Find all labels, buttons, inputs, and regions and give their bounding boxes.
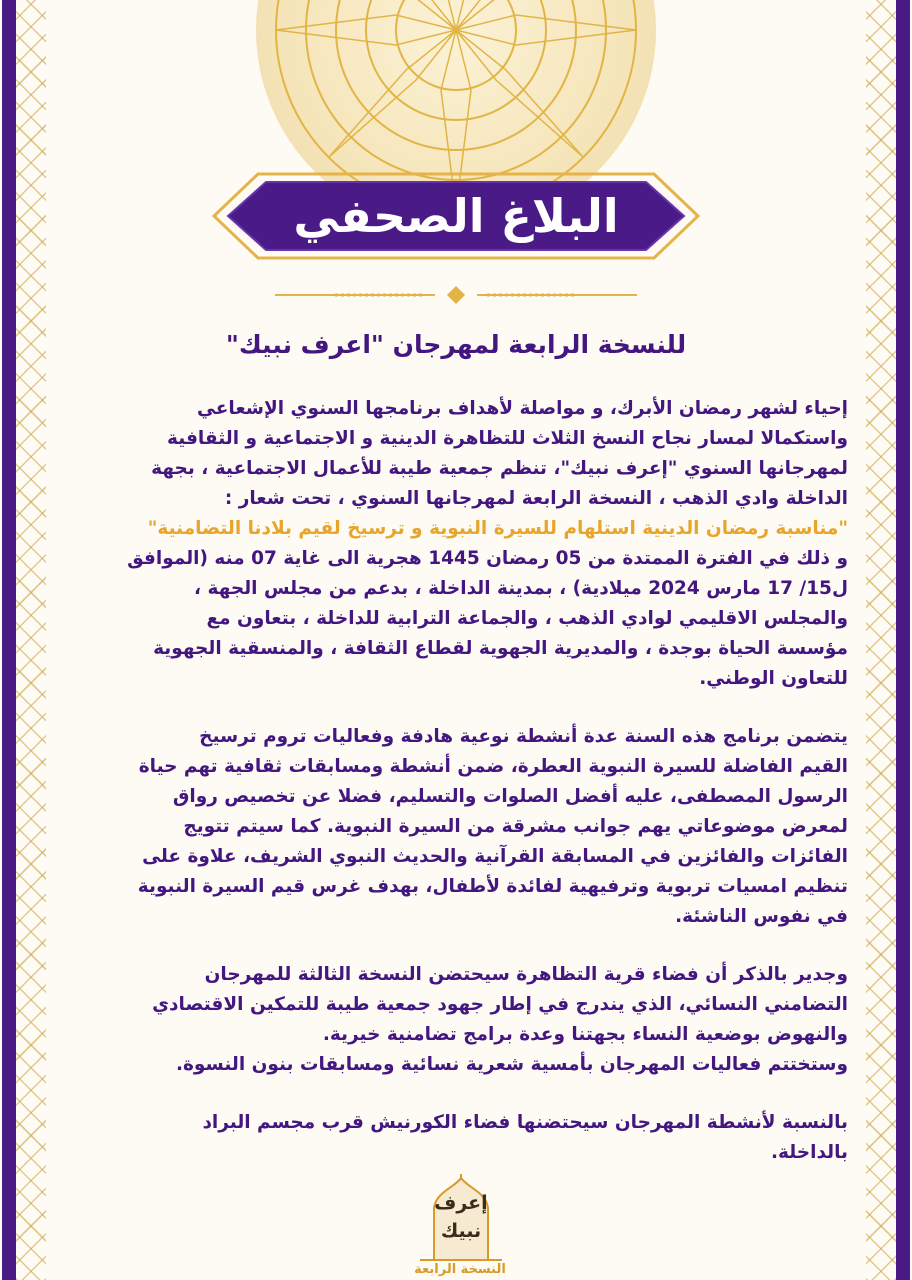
paragraph-venue (64, 1108, 848, 1168)
paragraph-program (64, 722, 848, 932)
text-line: لمعرض موضوعاتي يهم جوانب مشرقة من السيرة النبوية. كما سيتم تتويج (183, 816, 848, 837)
text-line: الداخلة وادي الذهب ، النسخة الرابعة لمهرجانها السنوي ، تحت شعار : (224, 488, 848, 509)
frame-lattice-left (16, 0, 46, 1280)
text-line: والمجلس الاقليمي لوادي الذهب ، والجماعة الترابية للداخلة ، بتعاون مع (206, 608, 848, 629)
text-line: تنظيم امسيات تربوية وترفيهية لفائدة لأطفال، بهدف غرس قيم السيرة النبوية (137, 876, 848, 897)
text-line: مؤسسة الحياة بوجدة ، والمديرية الجهوية لقطاع الثقافة ، والمنسقية الجهوية (153, 638, 848, 659)
logo-text-line1: إعرف (434, 1192, 488, 1214)
paragraph-women-festival (64, 960, 848, 1080)
text-line: ل15/ 17 مارس 2024 ميلادية) ، بمدينة الداخلة ، بدعم من مجلس الجهة ، (194, 578, 848, 599)
frame-lattice-right (866, 0, 896, 1280)
text-line: وستختتم فعاليات المهرجان بأمسية شعرية نسائية ومسابقات بنون النسوة. (175, 1054, 848, 1075)
paragraph-intro (64, 394, 848, 694)
text-line: والنهوض بوضعية النساء بجهتنا وعدة برامج تضامنية خيرية. (322, 1024, 848, 1045)
logo-text-line2: نبيك (440, 1220, 482, 1242)
text-line: يتضمن برنامج هذه السنة عدة أنشطة نوعية هادفة وفعاليات تروم ترسيخ (199, 726, 848, 747)
text-line: القيم الفاضلة للسيرة النبوية العطرة، ضمن أنشطة ومسابقات ثقافية تهم حياة (138, 756, 848, 777)
text-line: وجدير بالذكر أن فضاء قرية التظاهرة سيحتضن النسخة الثالثة للمهرجان (204, 964, 848, 985)
text-line: الفائزات والفائزين في المسابقة القرآنية والحديث النبوي الشريف، علاوة على (142, 846, 848, 867)
text-line: بالداخلة. (771, 1142, 848, 1163)
banner-title: البلاغ الصحفي (293, 189, 619, 243)
text-line: و ذلك في الفترة الممتدة من 05 رمضان 1445 هجرية الى غاية 07 منه (الموافق (127, 548, 848, 569)
text-line: الرسول المصطفى، عليه أفضل الصلوات والتسليم، فضلا عن تخصيص رواق (172, 786, 848, 807)
slogan-highlight: "مناسبة رمضان الدينية استلهام للسيرة النبوية و ترسيخ لقيم بلادنا التضامنية" (147, 518, 848, 539)
frame-stripe-right (896, 0, 910, 1280)
text-line: للتعاون الوطني. (699, 668, 848, 689)
text-line: لمهرجانها السنوي "إعرف نبيك"، تنظم جمعية طيبة للأعمال الاجتماعية ، بجهة (151, 458, 848, 479)
frame-stripe-left (2, 0, 16, 1280)
text-line: إحياء لشهر رمضان الأبرك، و مواصلة لأهداف برنامجها السنوي الإشعاعي (197, 398, 848, 419)
subtitle: للنسخة الرابعة لمهرجان "اعرف نبيك" (225, 330, 687, 359)
text-line: بالنسبة لأنشطة المهرجان سيحتضنها فضاء الكورنيش قرب مجسم البراد (202, 1112, 848, 1133)
ornamental-divider (275, 284, 637, 306)
text-line: واستكمالا لمسار نجاح النسخ الثلاث للتظاهرة الدينية و الاجتماعية و الثقافية (167, 428, 848, 449)
press-release-body (64, 394, 848, 1196)
text-line: في نفوس الناشئة. (675, 906, 848, 927)
text-line: التضامني النسائي، الذي يندرج في إطار جهود جمعية طيبة للتمكين الاقتصادي (152, 994, 848, 1015)
logo-edition-label: النسخة الرابعة (414, 1262, 506, 1277)
